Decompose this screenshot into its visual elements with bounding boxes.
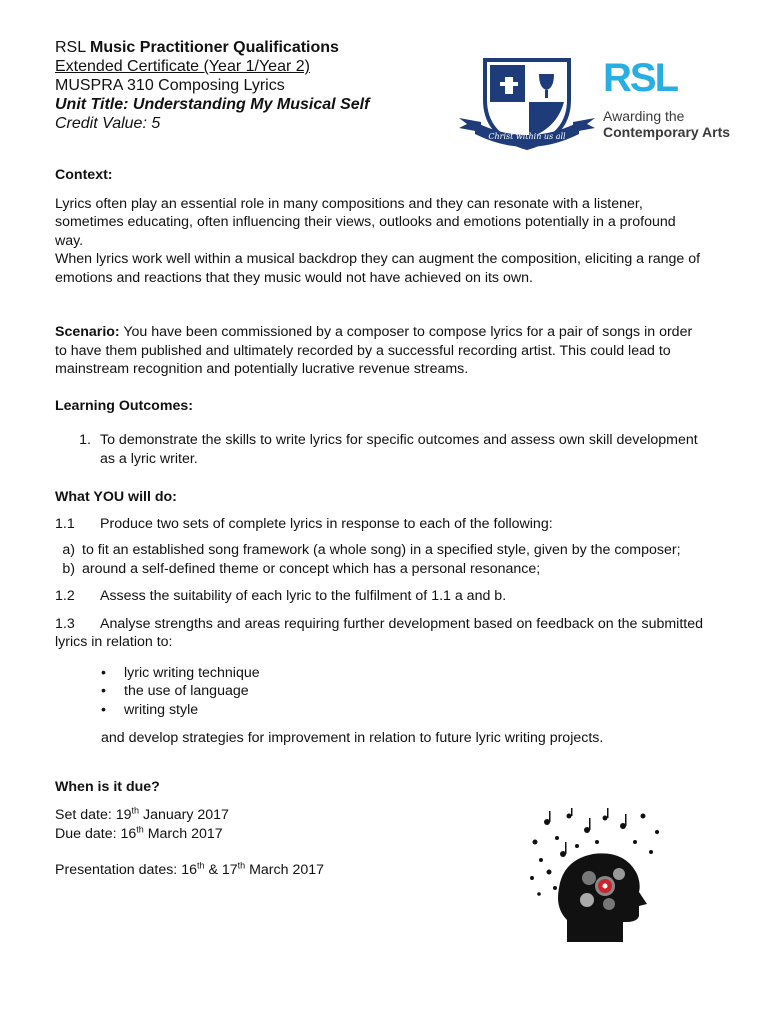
document-body	[55, 166, 703, 880]
bullet-icon: •	[101, 701, 106, 718]
list-text: around a self-defined theme or concept which has a personal resonance;	[82, 560, 541, 577]
task-1-2	[55, 587, 703, 606]
list-item: • the use of language	[101, 683, 249, 699]
bullet-list	[55, 664, 703, 720]
learning-outcome-item	[55, 431, 703, 468]
set-date: Set date: 19th January 2017	[55, 805, 229, 823]
scenario-paragraph	[55, 323, 703, 379]
outcome-text: To demonstrate the skills to write lyrics for specific outcomes and assess own skill development as a lyric writer.	[100, 432, 698, 467]
crest-motto: Christ within us all	[488, 132, 566, 141]
qualification-line: RSL Music Practitioner Qualifications	[55, 39, 339, 56]
task-1-1	[55, 515, 703, 534]
qualification-title: Music Practitioner Qualifications	[89, 39, 339, 56]
task-number: 1.2	[55, 588, 75, 604]
presentation-dates: Presentation dates: 16th & 17th March 2017	[55, 860, 325, 878]
tasks-heading: What YOU will do:	[55, 489, 177, 505]
task-1-1-b	[55, 560, 703, 579]
list-text: to fit an established song framework (a whole song) in a specified style, given by the composer;	[82, 542, 681, 558]
bullet-icon: •	[101, 683, 106, 699]
context-paragraph-1: Lyrics often play an essential role in many compositions and they can resonate with a listener, sometimes educating, often influencing their views, outlooks and emotions potentially in a profound way.	[55, 195, 676, 249]
task-1-3	[55, 615, 703, 652]
list-label: a)	[62, 542, 75, 558]
due-date: Due date: 16th March 2017	[55, 823, 223, 842]
task-text: Assess the suitability of each lyric to the fulfilment of 1.1 a and b.	[100, 588, 507, 604]
unit-header	[55, 38, 369, 133]
credit-value: Credit Value: 5	[55, 115, 161, 132]
rsl-tagline-line2: Contemporary Arts	[603, 124, 731, 140]
bullet-icon: •	[101, 664, 106, 681]
rsl-logo	[603, 58, 733, 143]
unit-title: Unit Title: Understanding My Musical Self	[55, 96, 370, 113]
task-number: 1.1	[55, 515, 75, 532]
due-heading: When is it due?	[55, 778, 160, 795]
tasks-closing: and develop strategies for improvement in relation to future lyric writing projects.	[101, 730, 604, 746]
task-text: Produce two sets of complete lyrics in response to each of the following:	[100, 515, 553, 532]
task-number: 1.3	[55, 615, 75, 632]
scenario-label: Scenario:	[55, 324, 120, 340]
list-item: • lyric writing technique	[101, 664, 260, 681]
music-head-illustration	[527, 808, 667, 942]
learning-outcomes-heading: Learning Outcomes:	[55, 397, 193, 414]
certificate-line: Extended Certificate (Year 1/Year 2)	[55, 58, 310, 75]
context-heading: Context:	[55, 167, 113, 183]
context-paragraph-2: When lyrics work well within a musical backdrop they can augment the composition, eliciting a range of emotions and reactions that they music would not have achieved on its own.	[55, 251, 701, 286]
rsl-logo-mark: RSL	[603, 56, 677, 100]
outcome-number: 1.	[79, 432, 91, 448]
school-crest-logo	[455, 52, 599, 152]
list-item: • writing style	[101, 701, 199, 718]
task-1-1-a	[55, 541, 703, 560]
rsl-tagline-line1: Awarding the	[603, 108, 685, 124]
unit-code-line: MUSPRA 310 Composing Lyrics	[55, 77, 285, 94]
task-text: Analyse strengths and areas requiring further development based on feedback on the submitted lyrics in relation to:	[55, 615, 703, 650]
list-label: b)	[62, 560, 75, 577]
scenario-text: You have been commissioned by a composer to compose lyrics for a pair of songs in order to have them published and ultimately recorded by a successful recording artist. This could lead to mainstream recognition and potentially lucrative revenue streams.	[55, 324, 693, 377]
